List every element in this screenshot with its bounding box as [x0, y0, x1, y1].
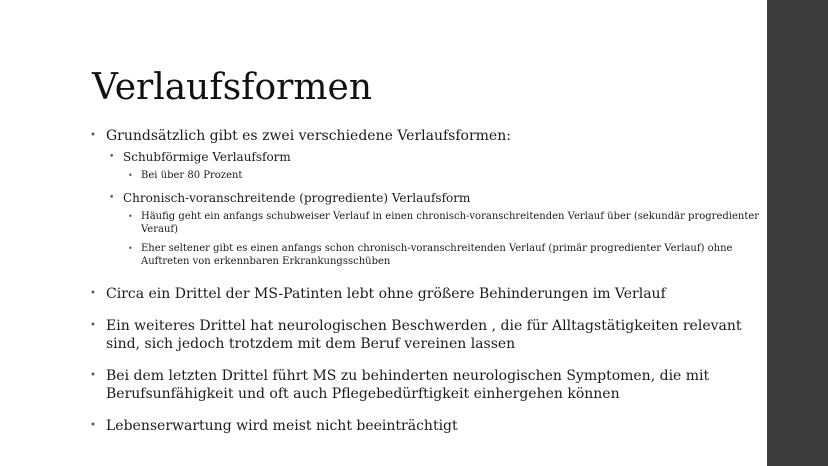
- bullet-verlaufsformen: • Grundsätzlich gibt es zwei verschiedene Verlaufsformen:: [90, 127, 760, 145]
- bullet-letztes-drittel: • Bei dem letzten Drittel führt MS zu behinderten neurologischen Symptomen, die mit Berufsunfähigkeit und oft auch Pflegebedürftigkeit einhergehen können: [90, 367, 760, 403]
- bullet-lebenserwartung: • Lebenserwartung wird meist nicht beeinträchtigt: [90, 417, 760, 435]
- bullet-sekundaer-progredient: • Häufig geht ein anfangs schubweiser Verlauf in einen chronisch-voranschreitenden Verlauf über (sekundär progredienter Verauf): [128, 210, 760, 236]
- slide-content: [90, 127, 760, 435]
- bullet-ueber-80-prozent: • Bei über 80 Prozent: [128, 169, 760, 182]
- right-decor-band: [767, 0, 828, 466]
- bullet-primaer-progredient: • Eher seltener gibt es einen anfangs schon chronisch-voranschreitenden Verlauf (primär progredienter Verlauf) ohne Auftreten von erkennbaren Erkrankungsschüben: [128, 242, 760, 268]
- bullet-chronisch-voranschreitend: • Chronisch-voranschreitende (progrediente) Verlaufsform: [109, 190, 760, 206]
- bullet-schubfoermig: • Schubförmige Verlaufsform: [109, 149, 760, 165]
- slide-title: Verlaufsformen: [92, 67, 373, 108]
- bullet-zweites-drittel: • Ein weiteres Drittel hat neurologischen Beschwerden , die für Alltagstätigkeiten relevant sind, sich jedoch trotzdem mit dem Beruf vereinen lassen: [90, 317, 760, 353]
- bullet-erstes-drittel: • Circa ein Drittel der MS-Patinten lebt ohne größere Behinderungen im Verlauf: [90, 285, 760, 303]
